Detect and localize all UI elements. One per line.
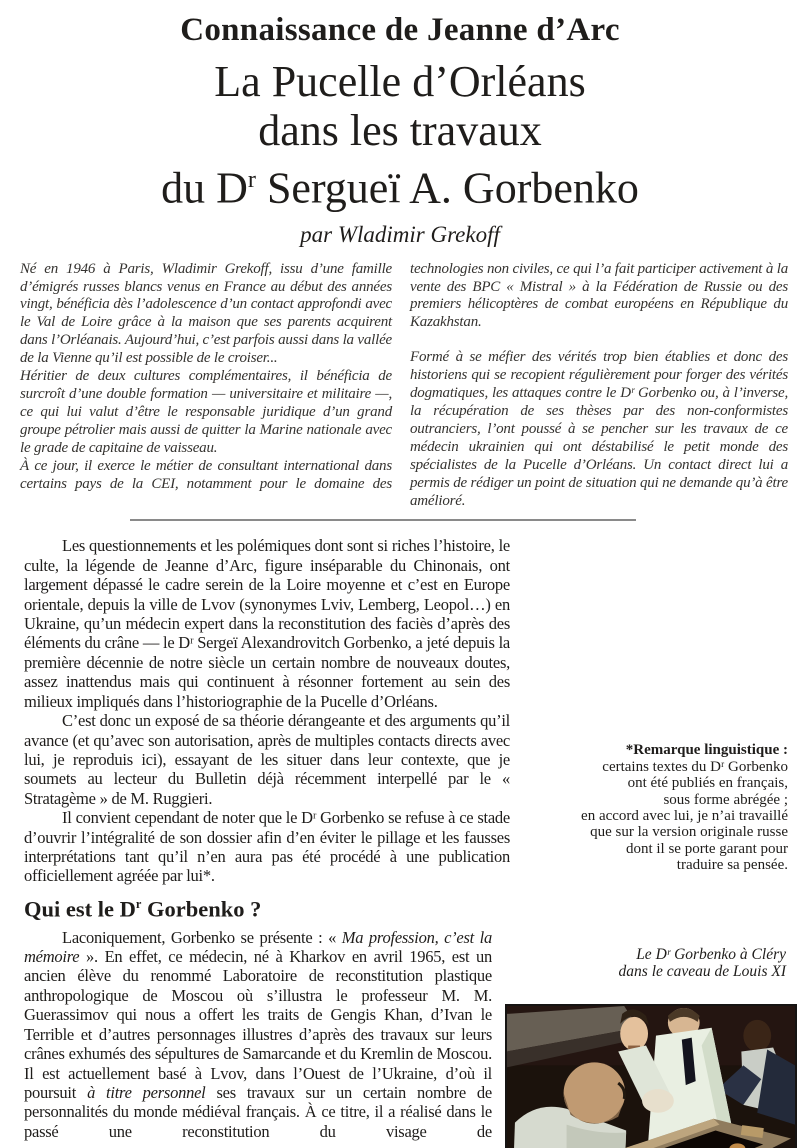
intro-column-right [410, 261, 788, 511]
footnote-line: ont été publiés en français, [627, 775, 788, 792]
photo-caption [619, 947, 786, 980]
section-divider [130, 519, 636, 521]
photo-gorbenko-clery [505, 1004, 797, 1148]
footnote-line: certains textes du Dʳ Gorbenko [602, 758, 788, 775]
title-line-1: La Pucelle d’Orléans [214, 57, 586, 106]
intro-paragraph: technologies non civiles, ce qui l’a fait participer activement à la vente des BPC « Mistral » à la Fédération de Russie ou des premiers hélicoptères de combat européens en République du Kazakhstan. [410, 260, 788, 331]
kicker: Connaissance de Jeanne d’Arc [180, 12, 620, 48]
page-title [0, 57, 800, 213]
footnote-line: sous forme abrégée ; [663, 791, 788, 808]
footnote-line: en accord avec lui, je n’ai travaillé [581, 808, 788, 825]
footnote-line: que sur la version originale russe [590, 824, 788, 841]
section-heading-qui-est-gorbenko: Qui est le $D^r$ Gorbenko ? [24, 896, 262, 922]
article-header [0, 0, 800, 248]
footnote-line: traduire sa pensée. [676, 857, 788, 874]
intro-paragraph: À ce jour, il exerce le métier de consultant international dans certains pays de la CEI, notamment pour le domaine des [20, 457, 392, 492]
body-paragraph: Laconiquement, Gorbenko se présente : « Ma profession, c’est la mémoire ». En effet, ce médecin, né à Kharkov en avril 1965, est un ancien élève du renommé Laboratoire de reconstitution plastique anthropologique de Moscou où s’illustra le professeur M. M. Guerassimov qui nous a offert les traits de Gengis Khan, d’Ivan le Terrible et d’autres personnages illustres d’après des travaux sur leurs crânes exhumés des sépultures de Samarcande et du Kremlin de Moscou. Il est actuellement basé à Lvov, dans l’Ouest de l’Ukraine, d’où il poursuit à titre personnel ses travaux sur un certain nombre de personnalités du monde médiéval français. À ce titre, il a réalisé dans le passé une reconstitution du visage de [24, 927, 492, 1141]
intro-column-left [20, 261, 392, 511]
title-line-2: dans les travaux [258, 106, 542, 155]
body-column [24, 536, 510, 1141]
body-paragraph: Il convient cependant de noter que le Dʳ Gorbenko se refuse à ce stade d’ouvrir l’intégralité de son dossier afin d’en éviter le pillage et les fausses interprétations tant qu’il n’en aura pas été procédé à une publication officiellement agréée par lui*. [24, 808, 510, 886]
intro-paragraph: Formé à se méfier des vérités trop bien établies et donc des historiens qui se recopient régulièrement pour forger des vérités dogmatiques, les attaques contre le Dʳ Gorbenko ou, à l’inverse, la récupération de ses thèses par des non-conformistes outranciers, l’ont poussé à se pencher sur les travaux de ce médecin ukrainien qui ont déstabilisé le petit monde des spécialistes de la Pucelle d’Orléans. Un contact direct lui a permis de rédiger un point de situation qui ne demande qu’à être amélioré. [410, 349, 788, 509]
body-paragraph: Les questionnements et les polémiques dont sont si riches l’histoire, le culte, la légende de Jeanne d’Arc, figure inséparable du Chinonais, ont largement dépassé le cadre serein de la Loire moyenne et c’est en Europe orientale, depuis la ville de Lvov (synonymes Lviv, Lemberg, Leopol…) en Ukraine, qu’un médecin expert dans la reconstitution des faciès d’après des éléments du crâne — le Dʳ Sergeï Alexandrovitch Gorbenko, a jeté depuis la première décennie de notre siècle un certain nombre de nouveaux doutes, assez inattendus mais qui continuent à résonner fortement au sein des milieux impliqués dans l’historiographie de la Pucelle d’Orléans. [24, 536, 510, 711]
footnote-title: *Remarque linguistique : [625, 742, 788, 759]
intro-section [0, 261, 800, 511]
photo-caption-line: Le Dʳ Gorbenko à Cléry [636, 946, 786, 964]
body-paragraph: C’est donc un exposé de sa théorie dérangeante et des arguments qu’il avance (et qu’avec son autorisation, après de multiples contacts directs avec lui, je reproduis ici), essayant de les situer dans leur contexte, que je soumets au lecteur du Bulletin déjà récemment interpellé par le « Stratagème » de M. Ruggieri. [24, 711, 510, 808]
photo-caption-line: dans le caveau de Louis XI [618, 962, 786, 980]
intro-paragraph: Héritier de deux cultures complémentaires, il bénéficia de surcroît d’une double formation — universitaire et militaire —, ce qui lui valut d’être le responsable juridique d’un grand groupe pétrolier mais aussi de quitter la Marine nationale avec le grade de capitaine de vaisseau. [20, 368, 392, 456]
crypt-photo-illustration [507, 1006, 795, 1148]
intro-paragraph: Né en 1946 à Paris, Wladimir Grekoff, issu d’une famille d’émigrés russes blancs venus en France au début des années vingt, bénéficia dès l’adolescence d’un contact approfondi avec le Val de Loire grâce à la maison que ses parents acquirent dans l’Orléanais. Aujourd’hui, c’est parfois aussi dans la vallée de la Vienne qu’il est possible de le croiser... [20, 260, 392, 367]
linguistic-footnote [581, 742, 788, 873]
article-body-section [0, 536, 800, 1148]
title-line-3: du $D^r$ Sergueï A. Gorbenko [161, 163, 639, 213]
byline: par Wladimir Grekoff [300, 221, 500, 247]
footnote-line: dont il se porte garant pour [625, 840, 788, 857]
